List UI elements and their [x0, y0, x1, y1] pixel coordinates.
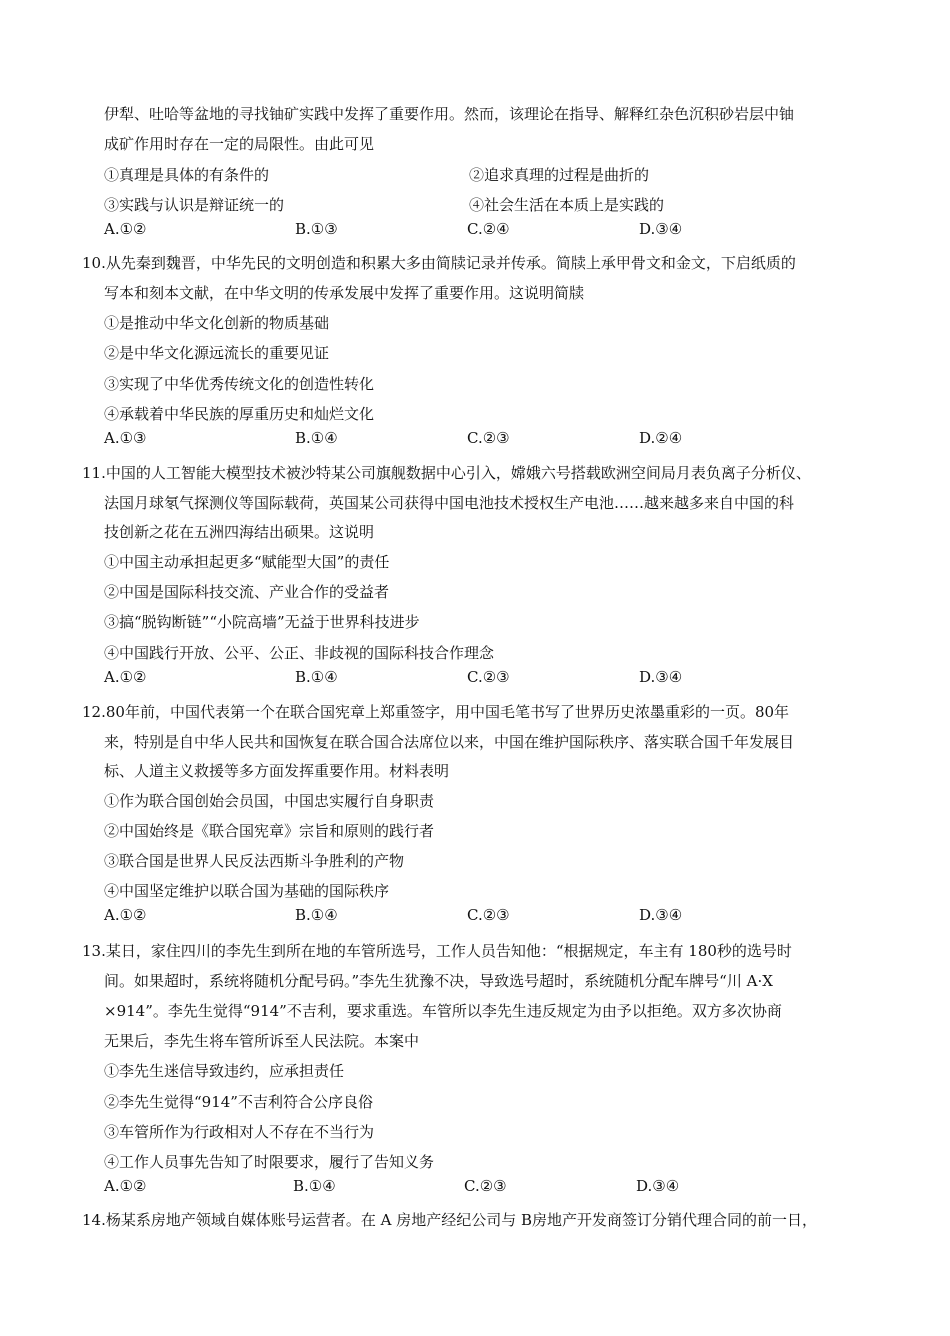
- q9-option-d: D.③④: [639, 220, 683, 238]
- q10-option-d: D.②④: [639, 429, 683, 447]
- q13-statement-2: ②李先生觉得“914”不吉利符合公序良俗: [104, 1093, 373, 1111]
- q13-statement-1: ①李先生迷信导致违约，应承担责任: [104, 1062, 345, 1080]
- q12-option-c: C.②③: [467, 906, 510, 924]
- q12-option-a: A.①②: [104, 906, 147, 924]
- q9-stem-line: 伊犁、吐哈等盆地的寻找铀矿实践中发挥了重要作用。然而，该理论在指导、解释红杂色沉积砂岩层中铀: [104, 105, 795, 123]
- q12-stem-line: 标、人道主义救援等多方面发挥重要作用。材料表明: [104, 762, 450, 780]
- q10-stem-line: 写本和刻本文献，在中华文明的传承发展中发挥了重要作用。这说明简牍: [104, 284, 585, 302]
- q11-statement-1: ①中国主动承担起更多“赋能型大国”的责任: [104, 553, 390, 571]
- q10-statement-3: ③实现了中华优秀传统文化的创造性转化: [104, 375, 375, 393]
- q12-stem-line: 12.80年前，中国代表第一个在联合国宪章上郑重签字，用中国毛笔书写了世界历史浓墨重彩的一页。80年: [82, 703, 790, 721]
- q10-statement-1: ①是推动中华文化创新的物质基础: [104, 314, 330, 332]
- q11-option-d: D.③④: [639, 668, 683, 686]
- q12-stem-line: 来，特别是自中华人民共和国恢复在联合国合法席位以来，中国在维护国际秩序、落实联合国千年发展目: [104, 733, 795, 751]
- q13-stem-line: 13.某日，家住四川的李先生到所在地的车管所选号，工作人员告知他：“根据规定，车主有 180秒的选号时: [82, 942, 792, 960]
- q10-option-c: C.②③: [467, 429, 510, 447]
- q13-statement-3: ③车管所作为行政相对人不存在不当行为: [104, 1123, 375, 1141]
- q14-stem-line: 14.杨某系房地产领域自媒体账号运营者。在 A 房地产经纪公司与 B房地产开发商签订分销代理合同的前一日，: [82, 1211, 818, 1229]
- q13-option-a: A.①②: [104, 1177, 147, 1195]
- q10-option-b: B.①④: [295, 429, 338, 447]
- q13-stem-line: ×914”。李先生觉得“914”不吉利，要求重选。车管所以李先生违反规定为由予以拒绝。双方多次协商: [104, 1002, 782, 1020]
- q9-option-a: A.①②: [104, 220, 147, 238]
- q12-option-d: D.③④: [639, 906, 683, 924]
- q10-stem-line: 10.从先秦到魏晋，中华先民的文明创造和积累大多由简牍记录并传承。简牍上承甲骨文和金文，下启纸质的: [82, 254, 796, 272]
- q9-option-b: B.①③: [295, 220, 338, 238]
- q10-statement-4: ④承载着中华民族的厚重历史和灿烂文化: [104, 405, 375, 423]
- q9-statement-3: ③实践与认识是辩证统一的: [104, 196, 285, 214]
- q11-option-a: A.①②: [104, 668, 147, 686]
- q9-stem-line: 成矿作用时存在一定的局限性。由此可见: [104, 135, 375, 153]
- q13-option-b: B.①④: [293, 1177, 336, 1195]
- q13-option-c: C.②③: [464, 1177, 507, 1195]
- q9-option-c: C.②④: [467, 220, 510, 238]
- q12-statement-1: ①作为联合国创始会员国，中国忠实履行自身职责: [104, 792, 435, 810]
- q11-statement-4: ④中国践行开放、公平、公正、非歧视的国际科技合作理念: [104, 644, 495, 662]
- q12-option-b: B.①④: [295, 906, 338, 924]
- q11-stem-line: 11.中国的人工智能大模型技术被沙特某公司旗舰数据中心引入，嫦娥六号搭载欧洲空间局月表负离子分析仪、: [82, 464, 811, 482]
- q10-statement-2: ②是中华文化源远流长的重要见证: [104, 344, 330, 362]
- q9-statement-4: ④社会生活在本质上是实践的: [469, 196, 665, 214]
- q13-stem-line: 间。如果超时，系统将随机分配号码。”李先生犹豫不决，导致选号超时，系统随机分配车牌号“川 A·X: [104, 972, 773, 990]
- q11-statement-2: ②中国是国际科技交流、产业合作的受益者: [104, 583, 390, 601]
- q10-option-a: A.①③: [104, 429, 147, 447]
- q11-stem-line: 法国月球氡气探测仪等国际载荷，英国某公司获得中国电池技术授权生产电池……越来越多来自中国的科: [104, 494, 795, 512]
- q13-statement-4: ④工作人员事先告知了时限要求，履行了告知义务: [104, 1153, 435, 1171]
- q12-statement-2: ②中国始终是《联合国宪章》宗旨和原则的践行者: [104, 822, 435, 840]
- q13-option-d: D.③④: [636, 1177, 680, 1195]
- q9-statement-2: ②追求真理的过程是曲折的: [469, 166, 650, 184]
- q11-stem-line: 技创新之花在五洲四海结出硕果。这说明: [104, 523, 375, 541]
- q11-statement-3: ③搞“脱钩断链”“小院高墙”无益于世界科技进步: [104, 613, 420, 631]
- q9-statement-1: ①真理是具体的有条件的: [104, 166, 270, 184]
- q11-option-c: C.②③: [467, 668, 510, 686]
- q11-option-b: B.①④: [295, 668, 338, 686]
- q12-statement-4: ④中国坚定维护以联合国为基础的国际秩序: [104, 882, 390, 900]
- q12-statement-3: ③联合国是世界人民反法西斯斗争胜利的产物: [104, 852, 405, 870]
- q13-stem-line: 无果后，李先生将车管所诉至人民法院。本案中: [104, 1032, 420, 1050]
